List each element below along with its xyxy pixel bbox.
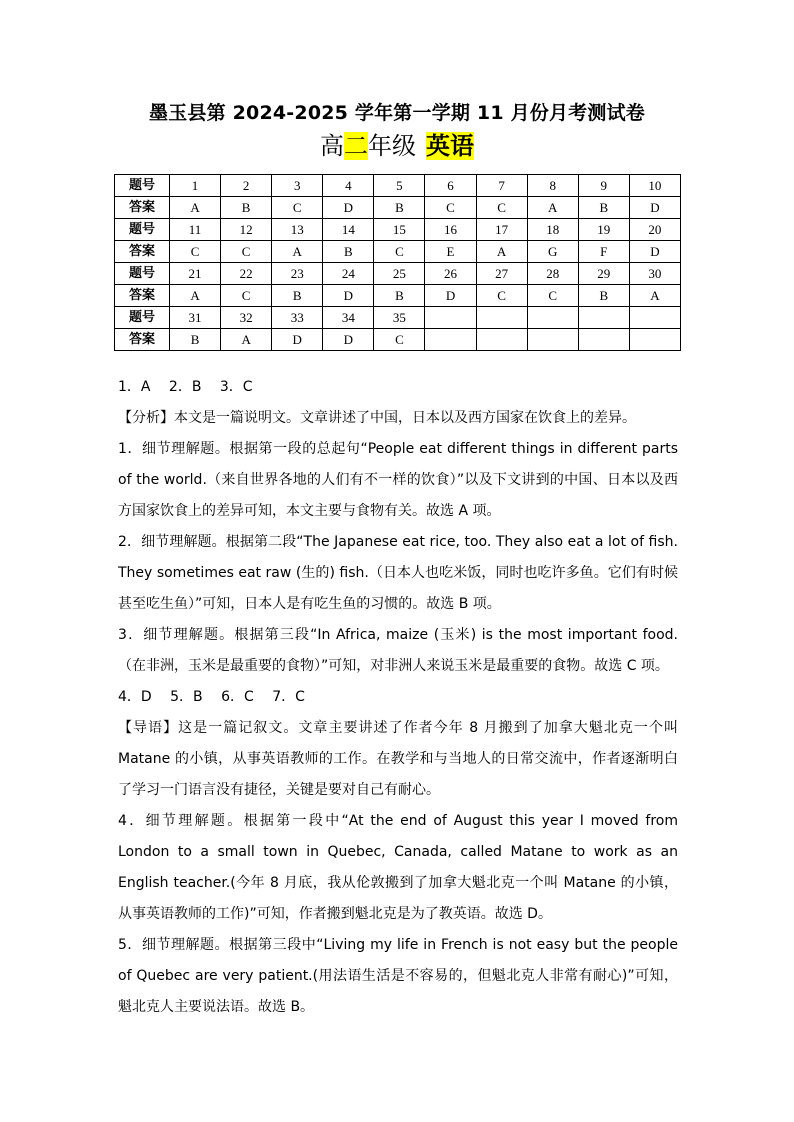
answers-line-1: 1．A 2．B 3．C bbox=[118, 379, 253, 395]
question-number-cell: 20 bbox=[629, 219, 680, 241]
question-number-cell: 29 bbox=[578, 263, 629, 285]
question-number-cell: 34 bbox=[323, 307, 374, 329]
question-number-cell: 3 bbox=[272, 175, 323, 197]
question-number-row bbox=[115, 175, 681, 197]
question-number-cell: 19 bbox=[578, 219, 629, 241]
answer-cell: A bbox=[476, 241, 527, 263]
question-number-cell: 25 bbox=[374, 263, 425, 285]
question-number-cell bbox=[629, 307, 680, 329]
answer-cell: D bbox=[323, 197, 374, 219]
answer-row bbox=[115, 285, 681, 307]
answer-cell: A bbox=[170, 197, 221, 219]
answer-cell: D bbox=[323, 285, 374, 307]
grade-subject-title bbox=[0, 126, 794, 161]
answer-cell: D bbox=[272, 329, 323, 351]
answer-cell: D bbox=[629, 241, 680, 263]
question-number-cell: 31 bbox=[170, 307, 221, 329]
question-number-cell: 33 bbox=[272, 307, 323, 329]
answer-cell bbox=[425, 329, 476, 351]
question-number-cell: 17 bbox=[476, 219, 527, 241]
answer-cell: B bbox=[221, 197, 272, 219]
answer-cell bbox=[476, 329, 527, 351]
question-number-cell bbox=[527, 307, 578, 329]
question-number-cell: 30 bbox=[629, 263, 680, 285]
answer-cell: B bbox=[578, 285, 629, 307]
answer-cell: B bbox=[170, 329, 221, 351]
explanation-q3: 3．细节理解题。根据第三段“In Africa, maize (玉米) is the most important food. （在非洲，玉米是最重要的食物）”可知，对非洲人来说玉米是最重要的食物。故选 C 项。 bbox=[118, 627, 678, 674]
grade-prefix: 高 bbox=[320, 132, 344, 160]
answer-cell: C bbox=[221, 241, 272, 263]
question-label-cell: 题号 bbox=[115, 175, 170, 197]
question-number-cell: 9 bbox=[578, 175, 629, 197]
answer-cell bbox=[527, 329, 578, 351]
question-number-cell: 27 bbox=[476, 263, 527, 285]
question-number-row bbox=[115, 263, 681, 285]
grade-suffix: 年级 bbox=[368, 132, 416, 160]
answer-cell: C bbox=[272, 197, 323, 219]
answer-cell: C bbox=[425, 197, 476, 219]
question-label-cell: 题号 bbox=[115, 219, 170, 241]
answer-label-cell: 答案 bbox=[115, 285, 170, 307]
answer-cell: E bbox=[425, 241, 476, 263]
answer-cell bbox=[578, 329, 629, 351]
question-number-cell: 10 bbox=[629, 175, 680, 197]
answer-cell: C bbox=[476, 285, 527, 307]
question-number-cell: 1 bbox=[170, 175, 221, 197]
answers-line-2: 4．D 5．B 6．C 7．C bbox=[118, 689, 305, 705]
answer-cell: A bbox=[629, 285, 680, 307]
question-number-cell: 32 bbox=[221, 307, 272, 329]
answer-cell: D bbox=[323, 329, 374, 351]
answer-label-cell: 答案 bbox=[115, 329, 170, 351]
answer-cell: B bbox=[578, 197, 629, 219]
answer-cell: B bbox=[272, 285, 323, 307]
question-number-cell: 35 bbox=[374, 307, 425, 329]
question-label-cell: 题号 bbox=[115, 263, 170, 285]
question-number-cell: 7 bbox=[476, 175, 527, 197]
answer-cell: C bbox=[374, 329, 425, 351]
answer-cell: A bbox=[170, 285, 221, 307]
answer-cell: C bbox=[221, 285, 272, 307]
question-number-cell: 11 bbox=[170, 219, 221, 241]
answer-label-cell: 答案 bbox=[115, 241, 170, 263]
explanation-body bbox=[118, 372, 678, 1023]
answer-cell: A bbox=[272, 241, 323, 263]
explanation-q2: 2．细节理解题。根据第二段“The Japanese eat rice, too. They also eat a lot of fish. They sometimes eat raw (生的) fish.（日本人也吃米饭，同时也吃许多鱼。它们有时候甚至吃生鱼）”可知，日本人是有吃生鱼的习惯的。故选 B 项。 bbox=[118, 534, 678, 612]
question-number-cell bbox=[425, 307, 476, 329]
question-number-cell: 26 bbox=[425, 263, 476, 285]
answer-cell: D bbox=[425, 285, 476, 307]
analysis-paragraph: 【分析】本文是一篇说明文。文章讲述了中国，日本以及西方国家在饮食上的差异。 bbox=[118, 410, 636, 426]
answer-cell: G bbox=[527, 241, 578, 263]
question-label-cell: 题号 bbox=[115, 307, 170, 329]
answer-cell: C bbox=[527, 285, 578, 307]
answer-row bbox=[115, 241, 681, 263]
question-number-cell: 13 bbox=[272, 219, 323, 241]
guide-paragraph: 【导语】这是一篇记叙文。文章主要讲述了作者今年 8 月搬到了加拿大魁北克一个叫 Matane 的小镇，从事英语教师的工作。在教学和与当地人的日常交流中，作者逐渐明白了学习一门语言没有捷径，关键是要对自己有耐心。 bbox=[118, 720, 678, 798]
answer-cell bbox=[629, 329, 680, 351]
answer-cell: A bbox=[527, 197, 578, 219]
answer-cell: B bbox=[374, 285, 425, 307]
answer-cell: C bbox=[476, 197, 527, 219]
question-number-cell bbox=[578, 307, 629, 329]
answer-cell: A bbox=[221, 329, 272, 351]
answer-cell: C bbox=[170, 241, 221, 263]
question-number-cell: 6 bbox=[425, 175, 476, 197]
answer-row bbox=[115, 197, 681, 219]
question-number-cell: 2 bbox=[221, 175, 272, 197]
question-number-cell bbox=[476, 307, 527, 329]
question-number-cell: 5 bbox=[374, 175, 425, 197]
explanation-q1: 1．细节理解题。根据第一段的总起句“People eat different things in different parts of the world.（来自世界各地的人们有不一样的饮食）”以及下文讲到的中国、日本以及西方国家饮食上的差异可知，本文主要与食物有关。故选 A 项。 bbox=[118, 441, 678, 519]
question-number-cell: 8 bbox=[527, 175, 578, 197]
answer-label-cell: 答案 bbox=[115, 197, 170, 219]
question-number-cell: 18 bbox=[527, 219, 578, 241]
question-number-row bbox=[115, 307, 681, 329]
question-number-cell: 23 bbox=[272, 263, 323, 285]
question-number-row bbox=[115, 219, 681, 241]
answer-row bbox=[115, 329, 681, 351]
answer-cell: C bbox=[374, 241, 425, 263]
subject-label: 英语 bbox=[426, 132, 474, 160]
answer-cell: F bbox=[578, 241, 629, 263]
question-number-cell: 24 bbox=[323, 263, 374, 285]
answer-cell: B bbox=[323, 241, 374, 263]
explanation-q5: 5．细节理解题。根据第三段中“Living my life in French is not easy but the people of Quebec are very patient.(用法语生活是不容易的，但魁北克人非常有耐心)”可知，魁北克人主要说法语。故选 B。 bbox=[118, 937, 678, 1015]
answer-cell: B bbox=[374, 197, 425, 219]
question-number-cell: 12 bbox=[221, 219, 272, 241]
answer-table bbox=[114, 174, 681, 351]
question-number-cell: 4 bbox=[323, 175, 374, 197]
question-number-cell: 16 bbox=[425, 219, 476, 241]
question-number-cell: 28 bbox=[527, 263, 578, 285]
explanation-q4: 4．细节理解题。根据第一段中“At the end of August this year I moved from London to a small town in Quebec, Canada, called Matane to work as an English teacher.(今年 8 月底，我从伦敦搬到了加拿大魁北克一个叫 Matane 的小镇，从事英语教师的工作)”可知，作者搬到魁北克是为了教英语。故选 D。 bbox=[118, 813, 678, 922]
question-number-cell: 22 bbox=[221, 263, 272, 285]
answer-cell: D bbox=[629, 197, 680, 219]
question-number-cell: 14 bbox=[323, 219, 374, 241]
question-number-cell: 21 bbox=[170, 263, 221, 285]
grade-highlight: 二 bbox=[344, 132, 368, 160]
exam-title: 墨玉县第 2024-2025 学年第一学期 11 月份月考测试卷 bbox=[149, 102, 645, 124]
question-number-cell: 15 bbox=[374, 219, 425, 241]
